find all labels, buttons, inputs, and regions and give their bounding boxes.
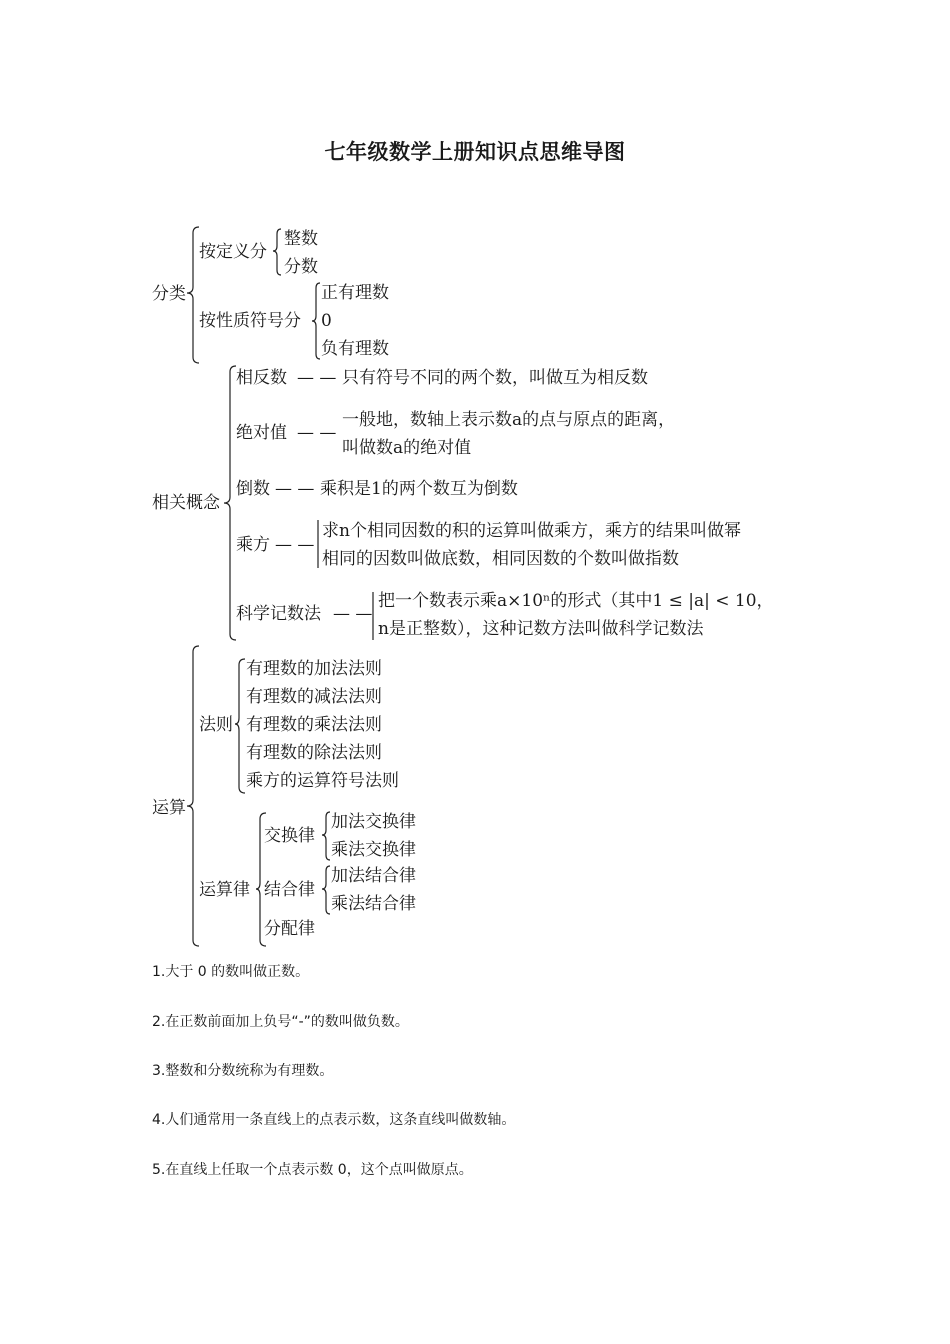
concepts-label: 相关概念 — [152, 493, 220, 513]
concept-dash: — — — [275, 479, 315, 499]
note-item: 3.整数和分数统称为有理数。 — [152, 1063, 334, 1079]
list-item: 加法结合律 — [331, 866, 416, 886]
list-item: 乘方的运算符号法则 — [246, 771, 399, 791]
list-item: 整数 — [284, 229, 318, 249]
concept-reciprocal-def: 乘积是1的两个数互为倒数 — [320, 479, 518, 499]
brace-concepts — [224, 366, 236, 640]
concept-reciprocal-term: 倒数 — [236, 479, 270, 499]
concept-power-def-line1: 求n个相同因数的积的运算叫做乘方，乘方的结果叫做幂 — [322, 521, 741, 541]
concept-dash: — — — [297, 368, 337, 388]
brace-associative — [322, 866, 330, 914]
list-item: 加法交换律 — [331, 812, 416, 832]
concept-dash: — — — [297, 423, 337, 443]
concept-absolute-term: 绝对值 — [236, 423, 287, 443]
note-item: 1.大于 0 的数叫做正数。 — [152, 964, 310, 980]
concept-scientific-def-line2: n是正整数），这种记数方法叫做科学记数法 — [378, 619, 704, 639]
list-item: 有理数的减法法则 — [246, 687, 382, 707]
classification-label: 分类 — [152, 284, 186, 304]
list-item: 有理数的乘法法则 — [246, 715, 382, 735]
list-item: 有理数的加法法则 — [246, 659, 382, 679]
brace-commutative — [322, 812, 330, 860]
brace-operations — [187, 646, 199, 946]
brace-rules — [235, 659, 245, 793]
concept-scientific-term: 科学记数法 — [236, 604, 321, 624]
concept-power-term: 乘方 — [236, 535, 270, 555]
commutative-label: 交换律 — [264, 826, 315, 846]
distributive-label: 分配律 — [264, 919, 315, 939]
concept-opposite-term: 相反数 — [236, 368, 287, 388]
concept-absolute-def-line2: 叫做数a的绝对值 — [342, 438, 472, 458]
list-item: 乘法结合律 — [331, 894, 416, 914]
note-item: 5.在直线上任取一个点表示数 0，这个点叫做原点。 — [152, 1162, 473, 1178]
rules-label: 法则 — [199, 715, 233, 735]
list-item: 正有理数 — [321, 283, 389, 303]
list-item: 有理数的除法法则 — [246, 743, 382, 763]
concept-absolute-def-line1: 一般地，数轴上表示数a的点与原点的距离， — [342, 410, 676, 430]
brace-by-definition — [273, 229, 281, 275]
list-item: 0 — [321, 311, 332, 331]
page-title: 七年级数学上册知识点思维导图 — [324, 140, 626, 164]
list-item: 负有理数 — [321, 339, 389, 359]
list-item: 分数 — [284, 257, 318, 277]
brace-classification — [187, 227, 199, 363]
brace-by-sign — [312, 283, 320, 359]
operations-label: 运算 — [152, 798, 186, 818]
note-item: 4.人们通常用一条直线上的点表示数，这条直线叫做数轴。 — [152, 1112, 516, 1128]
concept-opposite-def: 只有符号不同的两个数，叫做互为相反数 — [342, 368, 648, 388]
note-item: 2.在正数前面加上负号“-”的数叫做负数。 — [152, 1014, 409, 1030]
by-sign-label: 按性质符号分 — [199, 311, 301, 331]
by-definition-label: 按定义分 — [199, 242, 267, 262]
laws-label: 运算律 — [199, 880, 250, 900]
concept-scientific-def-line1: 把一个数表示乘a×10ⁿ的形式（其中1 ≤ |a| < 10， — [378, 591, 774, 611]
list-item: 乘法交换律 — [331, 840, 416, 860]
associative-label: 结合律 — [264, 880, 315, 900]
concept-dash: — — — [333, 604, 373, 624]
concept-dash: — — — [275, 535, 315, 555]
concept-power-def-line2: 相同的因数叫做底数，相同因数的个数叫做指数 — [322, 549, 679, 569]
